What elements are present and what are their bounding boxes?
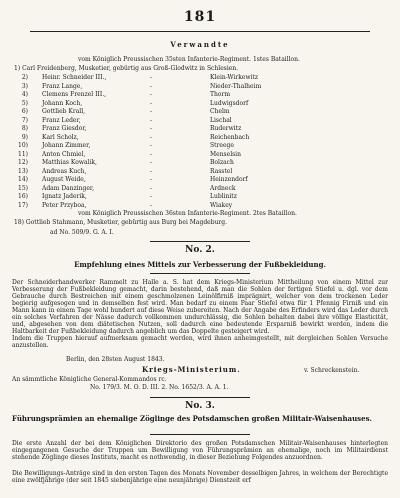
- row-mark: -: [150, 193, 153, 200]
- table-row: [14, 151, 314, 159]
- section-heading: Empfehlung eines Mittels zur Verbesserung der Fußbekleidung.: [74, 260, 326, 269]
- divider: [150, 241, 250, 242]
- row-name: Andreas Kuch,: [42, 167, 87, 175]
- row-name: Ignatz Jaderik,: [42, 193, 87, 200]
- row-place: Menselsin: [210, 150, 241, 158]
- row-place: Reichenbach: [210, 133, 250, 141]
- row-number: 10): [18, 142, 28, 149]
- row-mark: -: [150, 150, 153, 158]
- reference-note: ad No. 509/9. G. A. I.: [50, 229, 114, 236]
- row-mark: -: [150, 167, 153, 175]
- row-number: 17): [18, 201, 28, 209]
- table-row: [14, 125, 314, 133]
- row-mark: -: [150, 176, 153, 183]
- row-number: 7): [21, 116, 28, 124]
- row-place: Nieder-Thalheim: [210, 82, 262, 90]
- row-mark: -: [150, 201, 153, 209]
- row-mark: -: [150, 116, 153, 124]
- row-mark: -: [150, 142, 153, 149]
- table-row: [14, 142, 314, 150]
- row-place: Bolzach: [210, 159, 234, 166]
- table-row: [14, 83, 314, 91]
- row-mark: -: [150, 82, 153, 90]
- table-row: [14, 159, 314, 167]
- row-place: Wiakey: [210, 201, 233, 209]
- row-place: Ludwigsdorf: [210, 99, 249, 107]
- section-number: No. 3.: [185, 401, 215, 411]
- row-place: Ardneck: [210, 184, 236, 192]
- row-number: 12): [18, 159, 28, 166]
- row-name: Franz Leder,: [42, 116, 81, 124]
- row-place: Heinzendorf: [210, 176, 248, 183]
- row-place: Chelm: [210, 108, 230, 115]
- row-name: Heinr. Schneider III.,: [42, 74, 107, 81]
- signature: v. Schreckenstein.: [304, 367, 360, 374]
- regiment-line-2: vom Königlich Preussischen 36sten Infanterie-Regiment. 2tes Bataillon.: [78, 210, 297, 217]
- row-name: Johann Zimmer,: [42, 142, 91, 149]
- row-mark: -: [150, 184, 153, 192]
- row-mark: -: [150, 99, 153, 107]
- table-row: [14, 74, 314, 82]
- row-number: 2): [21, 74, 28, 81]
- section-number: No. 2.: [185, 245, 215, 255]
- table-row: [14, 91, 314, 99]
- row-name: Adam Danzinger,: [42, 184, 95, 192]
- regiment-line: vom Königlich Preussischen 35sten Infanterie-Regiment. 1stes Bataillon.: [78, 56, 300, 63]
- row-place: Rasstel: [210, 167, 233, 175]
- row-mark: -: [150, 91, 153, 98]
- row-number: 8): [21, 125, 28, 132]
- row-number: 6): [21, 108, 28, 115]
- body-text: Die erste Anzahl der bei dem Königlichen Direktorio des großen Potsdamschen Militair-Waisenhauses hinterlegten eingegangenen Gesuche der Truppen um Bewilligung von Führungsprämien an ehemalige, noch im Militairdienst stehende Zöglinge dieses Instituts, macht es nothwendig, in dieser Beziehung Folgendes anzuordnen.: [12, 440, 388, 461]
- body-text: Der Schneiderhandwerker Rammelt zu Halle a. S. hat dem Kriegs-Ministerium Mittheilung von einem Mittel zur Verbesserung der Fußbekleidung gemacht, darin bestehend, daß man die Sohlen der fertigen Stiefel u. dgl. vor dem Gebrauche durch Bestreichen mit einem geschmolzenen Leinölfirniß imprägnirt, welcher von dem trockenen Leder begierig aufgesogen und in demselben fest wird. Man bedarf zu einem Paar Stiefel etwa für 1 Pfennig Firniß und ein Mann kann in einem Tage wohl hundert auf diese Weise zubereiten. Nach der Angabe des Erfinders wird das Leder durch ein solches Verfahren der Nässe dadurch vollkommen undurchlässig, die Sohlen behalten dabei ihre völlige Elasticität, und, abgesehen von dem diätetischen Nutzen, soll dadurch eine bedeutende Ersparniß bewirkt werden, indem die Haltbarkeit der Fußbekleidung dadurch angeblich um das Doppelte gesteigert wird.: [12, 279, 388, 335]
- table-row: [14, 117, 314, 125]
- row-mark: -: [150, 133, 153, 141]
- table-row: [14, 100, 314, 108]
- date-line: Berlin, den 28sten August 1843.: [66, 356, 165, 363]
- row-number: 13): [18, 167, 28, 175]
- row-name: Franz Giesdor,: [42, 125, 87, 132]
- row-name: August Weide,: [42, 176, 86, 183]
- table-row: [14, 202, 314, 210]
- table-row: [14, 134, 314, 142]
- row-place: Thorm: [210, 91, 231, 98]
- row-name: Johann Koch,: [42, 99, 83, 107]
- row-place: Ruderwitz: [210, 125, 242, 132]
- names-table: [14, 74, 314, 210]
- row-place: Lischal: [210, 116, 232, 124]
- divider: [150, 397, 250, 398]
- addressee: An sämmtliche Königliche General-Kommandos rc.: [12, 376, 167, 383]
- row-name: Gottlieb Krall,: [42, 108, 86, 115]
- top-rule: [30, 31, 370, 32]
- row-number: 11): [18, 150, 28, 158]
- reference-note: No. 179/3. M. O. D. III. 2. No. 1652/3. A. A. 1.: [90, 384, 229, 391]
- page-number: 181: [183, 9, 217, 25]
- row-name: Anton Chmiel,: [42, 150, 86, 158]
- row-mark: -: [150, 74, 153, 81]
- body-text: Indem die Truppen hierauf aufmerksam gemacht werden, wird ihnen anheimgestellt, mit dergleichen Sohlen Versuche anzustellen.: [12, 335, 388, 349]
- table-row: [14, 168, 314, 176]
- ministry: Kriegs-Ministerium.: [142, 365, 241, 374]
- row-place: Klein-Wirkewitz: [210, 74, 259, 81]
- row-mark: -: [150, 125, 153, 132]
- row-place: Lublinitz: [210, 193, 237, 200]
- table-row: [14, 185, 314, 193]
- row-number: 15): [18, 184, 28, 192]
- row-mark: -: [150, 108, 153, 115]
- divider: [150, 273, 250, 274]
- section-title: Verwandte: [170, 40, 230, 49]
- row-name: Matthias Kowalik,: [42, 159, 97, 166]
- row-place: Streege: [210, 142, 234, 149]
- row-number: 14): [18, 176, 28, 183]
- table-row: [14, 108, 314, 116]
- row-number: 9): [21, 133, 28, 141]
- row-number: 16): [18, 193, 28, 200]
- row-number: 3): [21, 82, 28, 90]
- table-row: [14, 176, 314, 184]
- row-name: Peter Przyboa,: [42, 201, 87, 209]
- row-number: 4): [21, 91, 28, 98]
- row-name: Karl Scholz,: [42, 133, 79, 141]
- divider: [150, 434, 250, 435]
- row-number: 5): [21, 99, 28, 107]
- body-text: Die Bewilligungs-Anträge sind in den ersten Tagen des Monats November desselbigen Jahres, in welchem der Berechtigte eine zwölfjährige (der seit 1845 siebenjährige eine neunjährige) Dienstzeit erf: [12, 470, 388, 484]
- list-item: 1) Carl Freidenberg, Musketier, gebürtig aus Groß-Glodwitz in Schlesien.: [14, 65, 239, 72]
- row-name: Franz Lange,: [42, 82, 83, 90]
- section-heading: Führungsprämien an ehemalige Zöglinge des Potsdamschen großen Militair-Waisenhauses.: [12, 414, 372, 423]
- list-item: 18) Gottlieb Stahmann, Musketier, gebürtig aus Burg bei Magdeburg.: [14, 219, 228, 226]
- table-row: [14, 193, 314, 201]
- row-mark: -: [150, 159, 153, 166]
- row-name: Clemens Frenzel III.,: [42, 91, 107, 98]
